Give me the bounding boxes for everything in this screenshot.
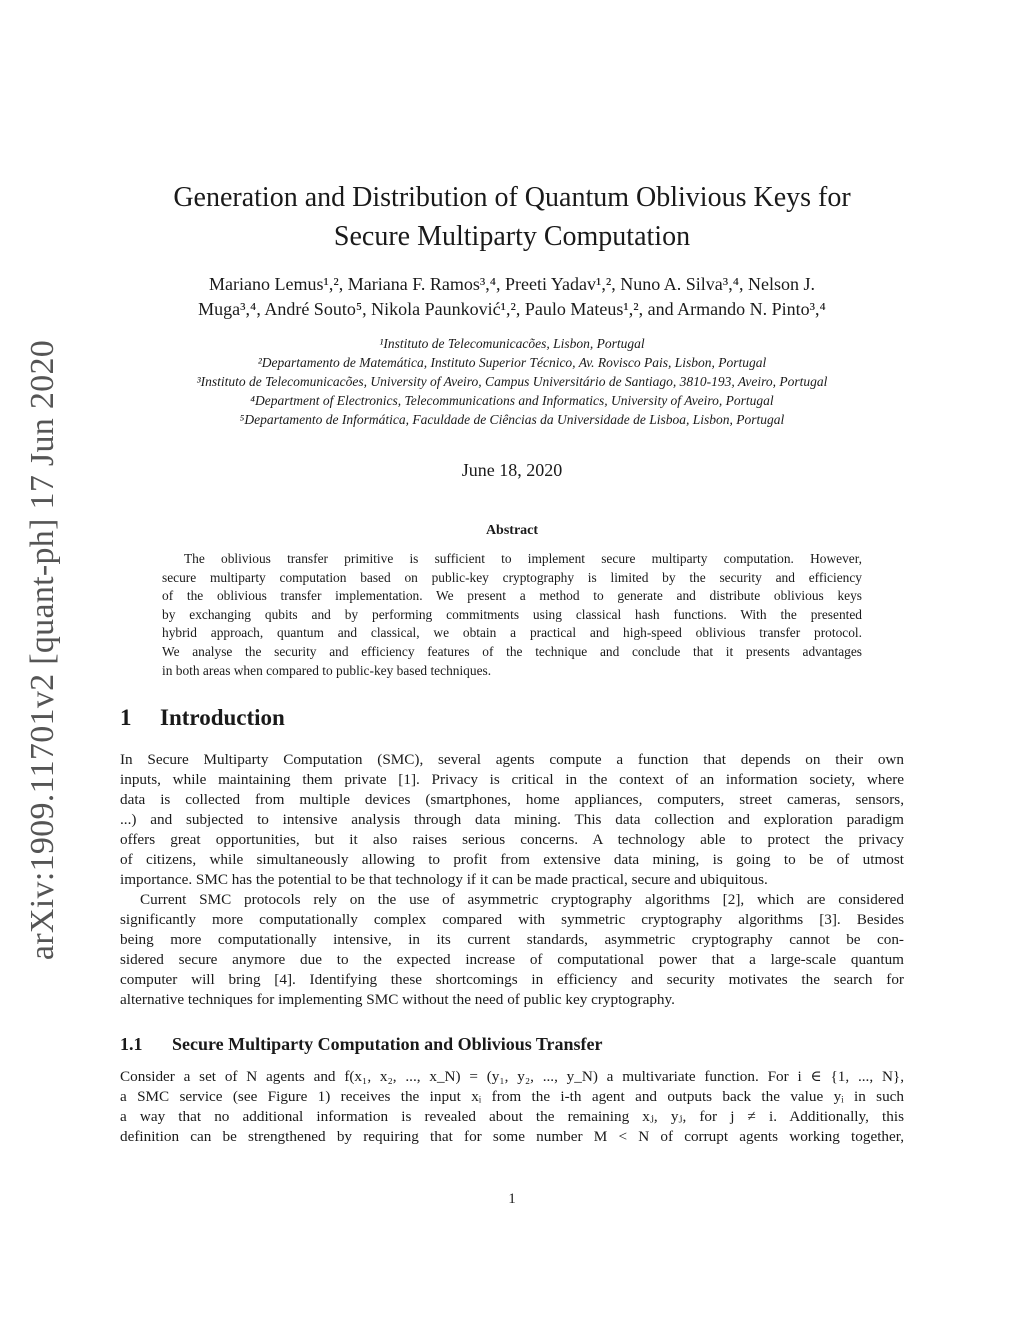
abstract-heading: Abstract	[485, 523, 539, 538]
abstract-line: The oblivious transfer primitive is sufficient to implement secure multiparty computation. However,	[184, 551, 862, 566]
paragraph-line: significantly more computationally complex compared with symmetric cryptography algorithms [3]. Besides	[120, 911, 904, 928]
intro-paragraph-2	[120, 890, 904, 1010]
section-number: 1	[120, 705, 132, 730]
page-number: 1	[508, 1191, 516, 1207]
paragraph-line: alternative techniques for implementing SMC without the need of public key cryptography.	[120, 991, 675, 1008]
paragraph-line: Consider a set of N agents and f(x₁, x₂, ..., x_N) = (y₁, y₂, ..., y_N) a multivariate function. For i ∈ {1, ..., N},	[120, 1068, 904, 1085]
paragraph-line: definition can be strengthened by requiring that for some number M < N of corrupt agents working together,	[120, 1128, 904, 1145]
abstract-line: secure multiparty computation based on public-key cryptography is limited by the security and efficiency	[162, 569, 862, 585]
section-heading-introduction	[120, 705, 285, 731]
abstract-line: in both areas when compared to public-key based techniques.	[162, 662, 492, 678]
section-title: Introduction	[160, 705, 285, 730]
paragraph-line: Current SMC protocols rely on the use of asymmetric cryptography algorithms [2], which are considered	[140, 891, 904, 908]
subsection-number: 1.1	[120, 1034, 143, 1054]
title-line-1: Generation and Distribution of Quantum Oblivious Keys for	[173, 182, 851, 213]
paragraph-line: importance. SMC has the potential to be that technology if it can be made practical, secure and ubiquitous.	[120, 871, 768, 888]
paragraph-line: a SMC service (see Figure 1) receives the input xᵢ from the i-th agent and outputs back the value yᵢ in such	[120, 1088, 904, 1105]
title-line-2: Secure Multiparty Computation	[333, 221, 691, 252]
paragraph-line: of citizens, while simultaneously allowing to profit from extensive data mining, is going to be of utmost	[120, 851, 904, 868]
affiliation-2: ²Departamento de Matemática, Instituto Superior Técnico, Av. Rovisco Pais, Lisbon, Portugal	[257, 355, 767, 370]
intro-paragraph-1	[120, 750, 904, 890]
paragraph-line: computer will bring [4]. Identifying these shortcomings in efficiency and security motivates the search for	[120, 971, 904, 988]
affiliation-5: ⁵Departamento de Informática, Faculdade de Ciências da Universidade de Lisboa, Lisbon, Portugal	[239, 412, 785, 427]
affiliation-1: ¹Instituto de Telecomunicacões, Lisbon, Portugal	[379, 336, 645, 351]
abstract-line: We analyse the security and efficiency features of the technique and conclude that it presents advantages	[162, 643, 862, 659]
subsection-paragraph-1	[120, 1067, 904, 1147]
subsection-title: Secure Multiparty Computation and Oblivious Transfer	[172, 1034, 603, 1054]
author-list	[110, 272, 914, 322]
abstract-line: of the oblivious transfer implementation. We present a method to generate and distribute oblivious keys	[162, 588, 862, 604]
authors-line-1: Mariano Lemus¹,², Mariana F. Ramos³,⁴, Preeti Yadav¹,², Nuno A. Silva³,⁴, Nelson J.	[209, 274, 815, 294]
abstract-line: hybrid approach, quantum and classical, we obtain a practical and high-speed oblivious transfer protocol.	[162, 625, 862, 641]
paper-title	[120, 178, 904, 256]
affiliation-4: ⁴Department of Electronics, Telecommunications and Informatics, University of Aveiro, Portugal	[250, 393, 774, 408]
paragraph-line: a way that no additional information is revealed about the remaining xⱼ, yⱼ, for j ≠ i. Additionally, this	[120, 1108, 904, 1125]
abstract-body	[162, 550, 862, 680]
paper-date: June 18, 2020	[461, 460, 563, 480]
authors-line-2: Muga³,⁴, André Souto⁵, Nikola Paunković¹,², Paulo Mateus¹,², and Armando N. Pinto³,⁴	[198, 299, 826, 319]
paragraph-line: offers great opportunities, but it also raises serious concerns. A technology able to protect the privacy	[120, 831, 904, 848]
abstract-line: by exchanging qubits and by performing commitments using classical hash functions. With the presented	[162, 606, 862, 622]
paragraph-line: inputs, while maintaining them private [1]. Privacy is critical in the context of an information society, where	[120, 771, 904, 788]
affiliation-3: ³Instituto de Telecomunicacões, University of Aveiro, Campus Universitário de Santiago, 3810-193, Aveiro, Portugal	[196, 374, 828, 389]
arxiv-identifier: arXiv:1909.11701v2 [quant-ph] 17 Jun 2020	[24, 339, 61, 961]
affiliations	[100, 334, 924, 429]
subsection-heading-smc-ot	[120, 1034, 603, 1055]
paragraph-line: being more computationally intensive, in its current standards, asymmetric cryptography cannot be con-	[120, 931, 904, 948]
paragraph-line: In Secure Multiparty Computation (SMC), several agents compute a function that depends on their own	[120, 751, 904, 768]
paragraph-line: data is collected from multiple devices (smartphones, home appliances, computers, street cameras, sensors,	[120, 791, 904, 808]
paragraph-line: ...) and subjected to intensive analysis through data mining. This data collection and exploration paradigm	[120, 811, 904, 828]
paragraph-line: sidered secure anymore due to the expected increase of computational power that a large-scale quantum	[120, 951, 904, 968]
